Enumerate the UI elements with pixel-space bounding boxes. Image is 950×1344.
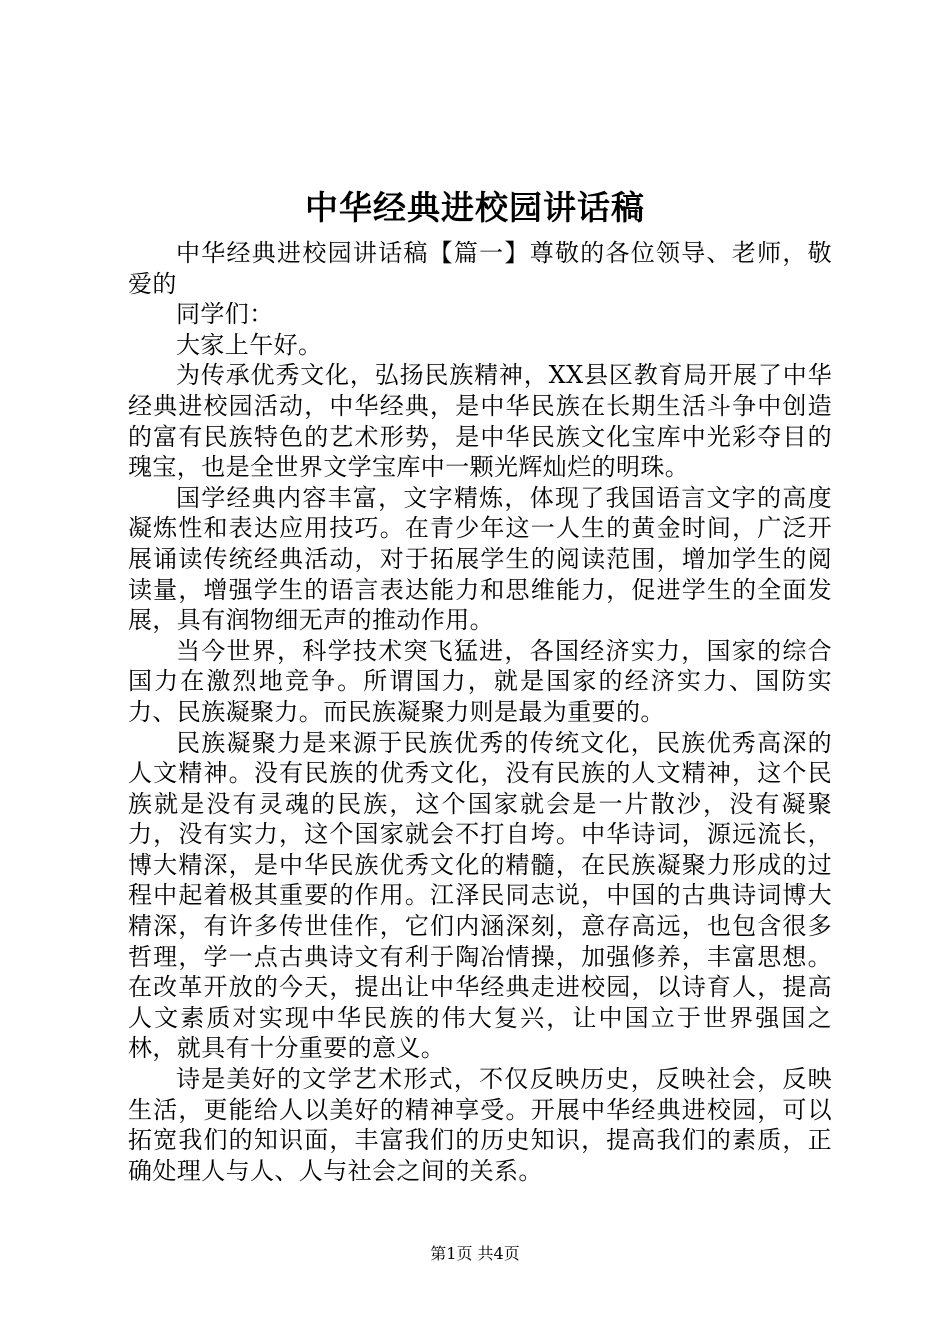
paragraph-5: 国学经典内容丰富，文字精炼，体现了我国语言文字的高度凝炼性和表达应用技巧。在青少年这一人生的黄金时间，广泛开展诵读传统经典活动，对于拓展学生的阅读范围，增加学生的阅读量，增强学生的语言表达能力和思维能力，促进学生的全面发展，具有润物细无声的推动作用。 [128, 483, 832, 635]
paragraph-4: 为传承优秀文化，弘扬民族精神，XX县区教育局开展了中华经典进校园活动，中华经典，是中华民族在长期生活斗争中创造的富有民族特色的艺术形势，是中华民族文化宝库中光彩夺目的瑰宝，也是全世界文学宝库中一颗光辉灿烂的明珠。 [128, 361, 832, 482]
paragraph-7: 民族凝聚力是来源于民族优秀的传统文化，民族优秀高深的人文精神。没有民族的优秀文化，没有民族的人文精神，这个民族就是没有灵魂的民族，这个国家就会是一片散沙，没有凝聚力，没有实力，这个国家就会不打自垮。中华诗词，源远流长，博大精深，是中华民族优秀文化的精髓，在民族凝聚力形成的过程中起着极其重要的作用。江泽民同志说，中国的古典诗词博大精深，有许多传世佳作，它们内涵深刻，意存高远，也包含很多哲理，学一点古典诗文有利于陶冶情操，加强修养，丰富思想。在改革开放的今天，提出让中华经典走进校园，以诗育人，提高人文素质对实现中华民族的伟大复兴，让中国立于世界强国之林，就具有十分重要的意义。 [128, 728, 832, 1063]
paragraph-6: 当今世界，科学技术突飞猛进，各国经济实力，国家的综合国力在激烈地竞争。所谓国力，就是国家的经济实力、国防实力、民族凝聚力。而民族凝聚力则是最为重要的。 [128, 636, 832, 726]
document-title: 中华经典进校园讲话稿 [305, 188, 645, 227]
document-body [128, 238, 832, 1186]
paragraph-1: 中华经典进校园讲话稿【篇一】尊敬的各位领导、老师，敬爱的 [128, 239, 832, 298]
paragraph-2: 同学们： [176, 300, 274, 329]
paragraph-8: 诗是美好的文学艺术形式，不仅反映历史，反映社会，反映生活，更能给人以美好的精神享受。开展中华经典进校园，可以拓宽我们的知识面，丰富我们的历史知识，提高我们的素质，正确处理人与人、人与社会之间的关系。 [128, 1065, 832, 1185]
page-indicator: 第1页 共4页 [430, 1244, 520, 1263]
paragraph-3: 大家上午好。 [176, 330, 323, 359]
